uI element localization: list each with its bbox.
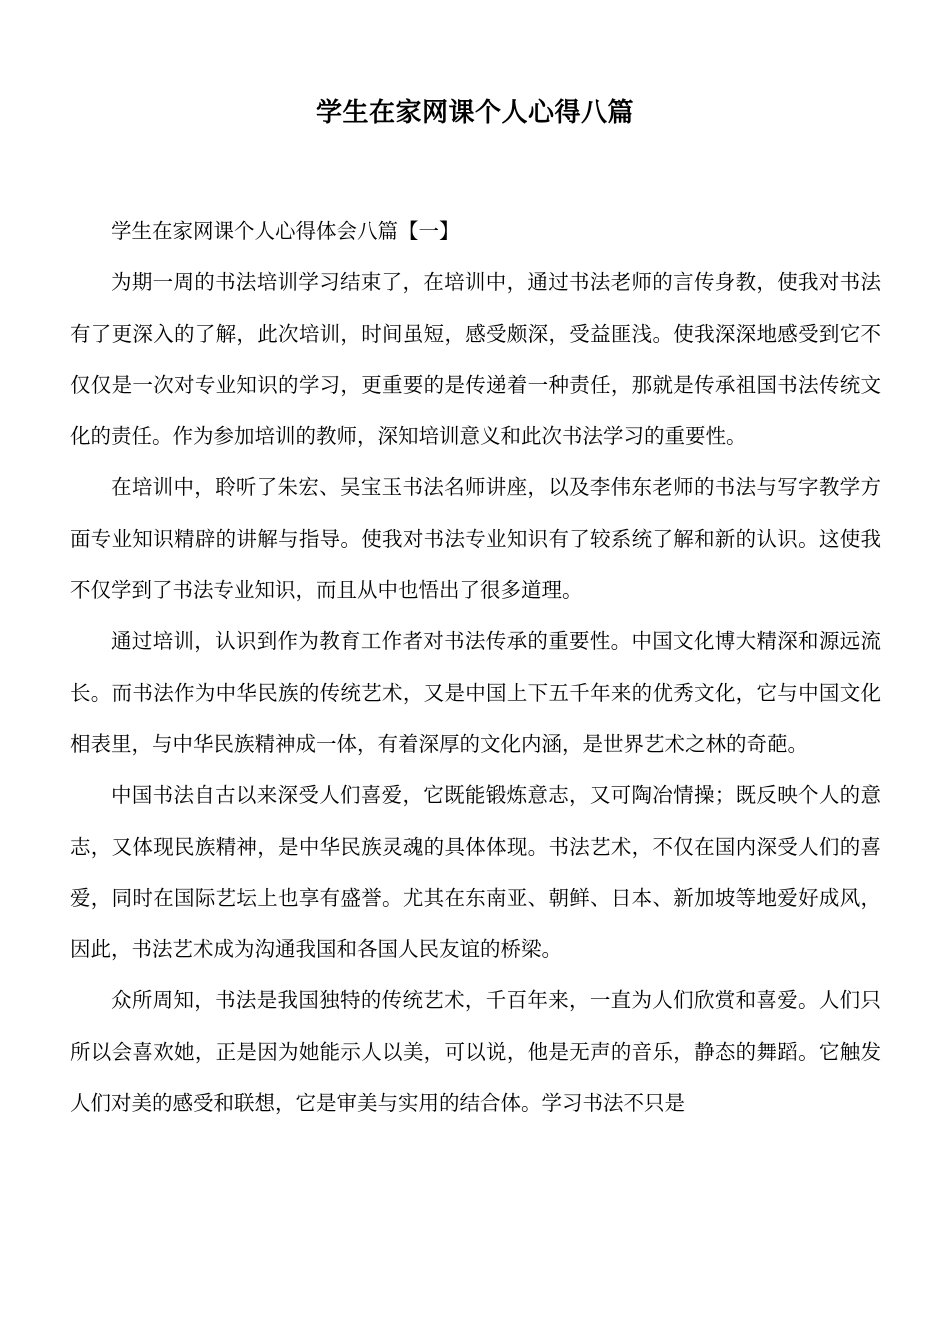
section-heading: 学生在家网课个人心得体会八篇【一】 [111, 219, 460, 243]
paragraph-1: 为期一周的书法培训学习结束了，在培训中，通过书法老师的言传身教，使我对书法有了更深入的了解，此次培训，时间虽短，感受颇深，受益匪浅。使我深深地感受到它不仅仅是一次对专业知识的学习，更重要的是传递着一种责任，那就是传承祖国书法传统文化的责任。作为参加培训的教师，深知培训意义和此次书法学习的重要性。 [70, 270, 881, 449]
paragraph-3: 通过培训，认识到作为教育工作者对书法传承的重要性。中国文化博大精深和源远流长。而书法作为中华民族的传统艺术，又是中国上下五千年来的优秀文化，它与中国文化相表里，与中华民族精神成一体，有着深厚的文化内涵，是世界艺术之林的奇葩。 [70, 629, 881, 756]
document-title: 学生在家网课个人心得八篇 [315, 98, 634, 128]
paragraph-4: 中国书法自古以来深受人们喜爱，它既能锻炼意志，又可陶冶情操；既反映个人的意志，又体现民族精神，是中华民族灵魂的具体体现。书法艺术，不仅在国内深受人们的喜爱，同时在国际艺坛上也享有盛誉。尤其在东南亚、朝鲜、日本、新加坡等地爱好成风，因此，书法艺术成为沟通我国和各国人民友谊的桥梁。 [70, 783, 881, 962]
document-body [70, 206, 881, 1129]
paragraph-2: 在培训中，聆听了朱宏、吴宝玉书法名师讲座，以及李伟东老师的书法与写字教学方面专业知识精辟的讲解与指导。使我对书法专业知识有了较系统了解和新的认识。这使我不仅学到了书法专业知识，而且从中也悟出了很多道理。 [70, 475, 881, 603]
paragraph-5: 众所周知，书法是我国独特的传统艺术，千百年来，一直为人们欣赏和喜爱。人们只所以会喜欢她，正是因为她能示人以美，可以说，他是无声的音乐，静态的舞蹈。它触发人们对美的感受和联想，它是审美与实用的结合体。学习书法不只是 [70, 988, 881, 1116]
